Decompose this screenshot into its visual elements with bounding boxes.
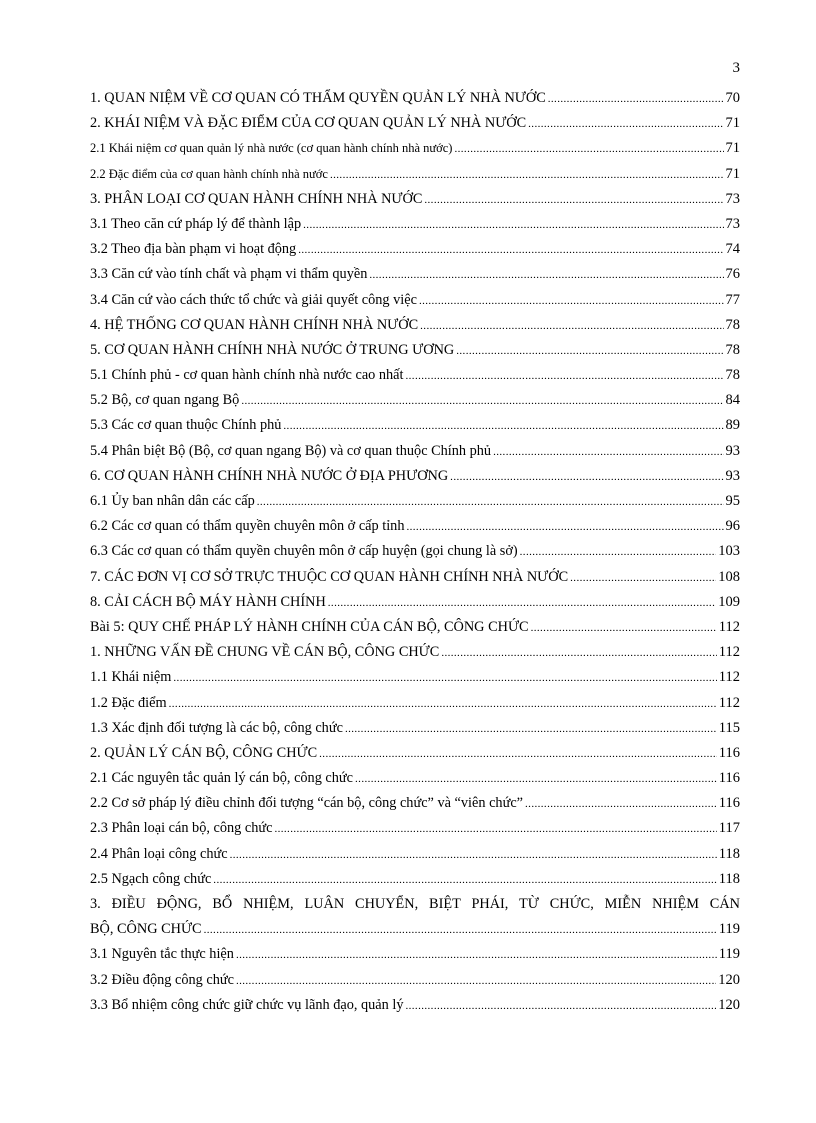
toc-entry[interactable] — [90, 262, 740, 287]
toc-entry-label: 1. NHỮNG VẤN ĐỀ CHUNG VỀ CÁN BỘ, CÔNG CHỨC — [90, 644, 440, 661]
toc-entry-label: 3.4 Căn cứ vào cách thức tổ chức và giải quyết công việc — [90, 291, 417, 308]
toc-entry-label: 6.3 Các cơ quan có thẩm quyền chuyên môn ở cấp huyện (gọi chung là sở) — [90, 543, 518, 560]
toc-leader-dots — [169, 692, 717, 717]
toc-entry-page: 95 — [725, 493, 740, 509]
toc-entry-page: 78 — [725, 367, 740, 384]
toc-entry-label: 1.3 Xác định đối tượng là các bộ, công chức — [90, 719, 343, 736]
toc-entry-label-line1: 3. ĐIỀU ĐỘNG, BỔ NHIỆM, LUÂN CHUYỂN, BIỆT PHÁI, TỪ CHỨC, MIỄN NHIỆM CÁN — [90, 896, 740, 912]
toc-entry-page: 108 — [718, 568, 740, 585]
toc-leader-dots — [441, 641, 716, 666]
toc-leader-dots — [328, 591, 716, 616]
toc-entry-page: 73 — [725, 190, 740, 207]
toc-leader-dots — [450, 465, 723, 490]
toc-entry-wrapped[interactable] — [90, 892, 740, 942]
toc-entry-label: 1.1 Khái niệm — [90, 669, 172, 686]
toc-entry-label: 3.1 Nguyên tắc thực hiện — [90, 946, 234, 963]
toc-entry[interactable] — [90, 187, 740, 212]
toc-entry[interactable] — [90, 363, 740, 388]
toc-entry[interactable] — [90, 464, 740, 489]
toc-leader-dots — [303, 213, 723, 238]
toc-entry-label: 2.1 Khái niệm cơ quan quản lý nhà nước (cơ quan hành chính nhà nước) — [90, 141, 453, 156]
toc-entry-page: 112 — [718, 618, 740, 635]
toc-entry[interactable] — [90, 942, 740, 967]
toc-entry-label: 2.1 Các nguyên tắc quản lý cán bộ, công chức — [90, 770, 354, 787]
toc-entry-label: 2.5 Ngạch công chức — [90, 870, 212, 887]
toc-leader-dots — [319, 742, 717, 767]
toc-leader-dots — [405, 994, 716, 1019]
toc-entry-page: 112 — [718, 644, 740, 661]
toc-leader-dots — [283, 414, 723, 439]
toc-entry-page: 71 — [725, 140, 740, 157]
toc-entry-label: 6.2 Các cơ quan có thẩm quyền chuyên môn ở cấp tỉnh — [90, 518, 405, 535]
toc-entry-page: 70 — [725, 90, 740, 106]
toc-leader-dots — [531, 616, 717, 641]
toc-leader-dots — [173, 666, 716, 691]
toc-entry[interactable] — [90, 514, 740, 539]
toc-entry[interactable] — [90, 766, 740, 791]
toc-entry-label: 5.2 Bộ, cơ quan ngang Bộ — [90, 392, 240, 409]
toc-entry-page: 119 — [718, 946, 740, 963]
toc-main-list — [90, 86, 740, 892]
toc-entry[interactable] — [90, 413, 740, 438]
toc-entry-label: 3. PHÂN LOẠI CƠ QUAN HÀNH CHÍNH NHÀ NƯỚC — [90, 190, 423, 207]
toc-entry-label: 2.2 Đặc điểm của cơ quan hành chính nhà nước — [90, 166, 328, 181]
toc-entry-label: 5.3 Các cơ quan thuộc Chính phủ — [90, 417, 282, 434]
toc-entry-page: 120 — [718, 996, 740, 1013]
toc-entry-label: 3.3 Căn cứ vào tính chất và phạm vi thẩm quyền — [90, 266, 368, 283]
toc-entry[interactable] — [90, 590, 740, 615]
toc-entry[interactable] — [90, 539, 740, 564]
toc-entry[interactable] — [90, 489, 740, 514]
toc-entry[interactable] — [90, 615, 740, 640]
toc-entry-page: 117 — [718, 820, 740, 837]
toc-leader-dots — [241, 389, 723, 414]
toc-entry-label: Bài 5: QUY CHẾ PHÁP LÝ HÀNH CHÍNH CỦA CÁN BỘ, CÔNG CHỨC — [90, 618, 529, 635]
toc-entry[interactable] — [90, 565, 740, 590]
toc-entry-label: 2.2 Cơ sở pháp lý điều chỉnh đối tượng “cán bộ, công chức” và “viên chức” — [90, 795, 524, 812]
table-of-contents — [90, 86, 740, 1018]
toc-leader-dots — [330, 163, 724, 188]
toc-leader-dots — [424, 188, 723, 213]
toc-entry-label: 3.2 Điều động công chức — [90, 971, 234, 988]
toc-leader-dots — [204, 918, 717, 943]
toc-entry-page: 120 — [718, 971, 740, 988]
toc-entry[interactable] — [90, 439, 740, 464]
toc-entry[interactable] — [90, 691, 740, 716]
toc-entry[interactable] — [90, 111, 740, 136]
toc-entry[interactable] — [90, 993, 740, 1018]
toc-entry-label: 6. CƠ QUAN HÀNH CHÍNH NHÀ NƯỚC Ở ĐỊA PHƯƠNG — [90, 467, 449, 484]
toc-entry-label: 1.2 Đặc điểm — [90, 694, 167, 711]
toc-entry-page: 76 — [725, 266, 740, 283]
toc-entry-page: 118 — [718, 870, 740, 887]
toc-entry[interactable] — [90, 816, 740, 841]
toc-leader-dots — [493, 440, 723, 465]
toc-leader-dots — [345, 717, 717, 742]
toc-entry-page: 112 — [718, 694, 740, 711]
toc-entry-page: 77 — [725, 291, 740, 308]
toc-entry[interactable] — [90, 741, 740, 766]
toc-entry[interactable] — [90, 716, 740, 741]
toc-leader-dots — [406, 515, 723, 540]
toc-entry-page: 116 — [718, 770, 740, 787]
toc-entry-label: 2.4 Phân loại công chức — [90, 845, 228, 862]
toc-entry[interactable] — [90, 867, 740, 892]
toc-entry-line2 — [90, 917, 740, 942]
toc-leader-dots — [528, 112, 723, 137]
toc-entry-page: 96 — [725, 518, 740, 535]
toc-entry[interactable] — [90, 968, 740, 993]
toc-entry-page: 73 — [725, 215, 740, 232]
toc-entry-label: 4. HỆ THỐNG CƠ QUAN HÀNH CHÍNH NHÀ NƯỚC — [90, 316, 419, 333]
toc-entry[interactable] — [90, 288, 740, 313]
toc-entry[interactable] — [90, 388, 740, 413]
toc-entry-label: 5.1 Chính phủ - cơ quan hành chính nhà nước cao nhất — [90, 367, 404, 384]
toc-entry-label: 5.4 Phân biệt Bộ (Bộ, cơ quan ngang Bộ) và cơ quan thuộc Chính phủ — [90, 442, 492, 459]
toc-leader-dots — [570, 566, 716, 591]
toc-entry[interactable] — [90, 313, 740, 338]
toc-entry[interactable] — [90, 212, 740, 237]
toc-leader-dots — [520, 540, 717, 565]
toc-entry-label: BỘ, CÔNG CHỨC — [90, 921, 202, 938]
toc-entry-page: 119 — [718, 921, 740, 938]
toc-leader-dots — [420, 314, 723, 339]
toc-leader-dots — [369, 263, 723, 288]
toc-entry[interactable] — [90, 237, 740, 262]
toc-entry-page: 116 — [718, 744, 740, 761]
page-number: 3 — [732, 60, 740, 76]
toc-entry-page: 116 — [718, 795, 740, 812]
toc-entry[interactable] — [90, 640, 740, 665]
toc-entry[interactable] — [90, 86, 740, 111]
toc-entry[interactable] — [90, 665, 740, 690]
toc-entry-label: 2. KHÁI NIỆM VÀ ĐẶC ĐIỂM CỦA CƠ QUAN QUẢN LÝ NHÀ NƯỚC — [90, 115, 527, 132]
toc-leader-dots — [274, 817, 716, 842]
toc-leader-dots — [406, 364, 724, 389]
toc-entry-page: 71 — [725, 115, 740, 132]
toc-entry-label: 2. QUẢN LÝ CÁN BỘ, CÔNG CHỨC — [90, 744, 318, 761]
toc-leader-dots — [213, 868, 716, 893]
toc-tail-list — [90, 942, 740, 1018]
toc-entry-page: 71 — [725, 165, 740, 182]
toc-leader-dots — [257, 490, 724, 515]
toc-entry-page: 115 — [718, 719, 740, 736]
toc-entry-page: 118 — [718, 845, 740, 862]
toc-entry[interactable] — [90, 791, 740, 816]
toc-entry[interactable] — [90, 136, 740, 161]
toc-leader-dots — [236, 943, 717, 968]
toc-entry-label: 3.3 Bổ nhiệm công chức giữ chức vụ lãnh đạo, quản lý — [90, 996, 404, 1013]
toc-leader-dots — [454, 137, 723, 162]
toc-entry-page: 78 — [725, 341, 740, 358]
toc-entry-page: 93 — [725, 467, 740, 484]
toc-leader-dots — [456, 339, 723, 364]
toc-entry-page: 112 — [718, 669, 740, 686]
toc-entry-label: 6.1 Ủy ban nhân dân các cấp — [90, 493, 255, 509]
toc-entry-page: 103 — [718, 543, 740, 560]
toc-entry-label: 8. CẢI CÁCH BỘ MÁY HÀNH CHÍNH — [90, 593, 326, 610]
toc-entry[interactable] — [90, 338, 740, 363]
toc-entry-label: 5. CƠ QUAN HÀNH CHÍNH NHÀ NƯỚC Ở TRUNG ƯƠNG — [90, 341, 455, 358]
toc-entry-page: 84 — [725, 392, 740, 409]
toc-entry-label: 2.3 Phân loại cán bộ, công chức — [90, 820, 273, 837]
toc-entry-page: 109 — [718, 593, 740, 610]
toc-entry-page: 93 — [725, 442, 740, 459]
toc-leader-dots — [525, 792, 717, 817]
toc-leader-dots — [548, 87, 724, 112]
toc-entry-label: 3.1 Theo căn cứ pháp lý để thành lập — [90, 215, 302, 232]
toc-leader-dots — [298, 238, 723, 263]
toc-entry-label: 7. CÁC ĐƠN VỊ CƠ SỞ TRỰC THUỘC CƠ QUAN HÀNH CHÍNH NHÀ NƯỚC — [90, 568, 569, 585]
toc-entry[interactable] — [90, 842, 740, 867]
toc-entry-label: 1. QUAN NIỆM VỀ CƠ QUAN CÓ THẨM QUYỀN QUẢN LÝ NHÀ NƯỚC — [90, 90, 546, 106]
toc-entry[interactable] — [90, 162, 740, 187]
toc-entry-page: 89 — [725, 417, 740, 434]
toc-leader-dots — [236, 969, 716, 994]
toc-leader-dots — [419, 289, 724, 314]
toc-entry-label: 3.2 Theo địa bàn phạm vi hoạt động — [90, 241, 297, 258]
toc-leader-dots — [230, 843, 717, 868]
toc-leader-dots — [355, 767, 717, 792]
toc-entry-page: 74 — [725, 241, 740, 258]
toc-entry-page: 78 — [725, 316, 740, 333]
